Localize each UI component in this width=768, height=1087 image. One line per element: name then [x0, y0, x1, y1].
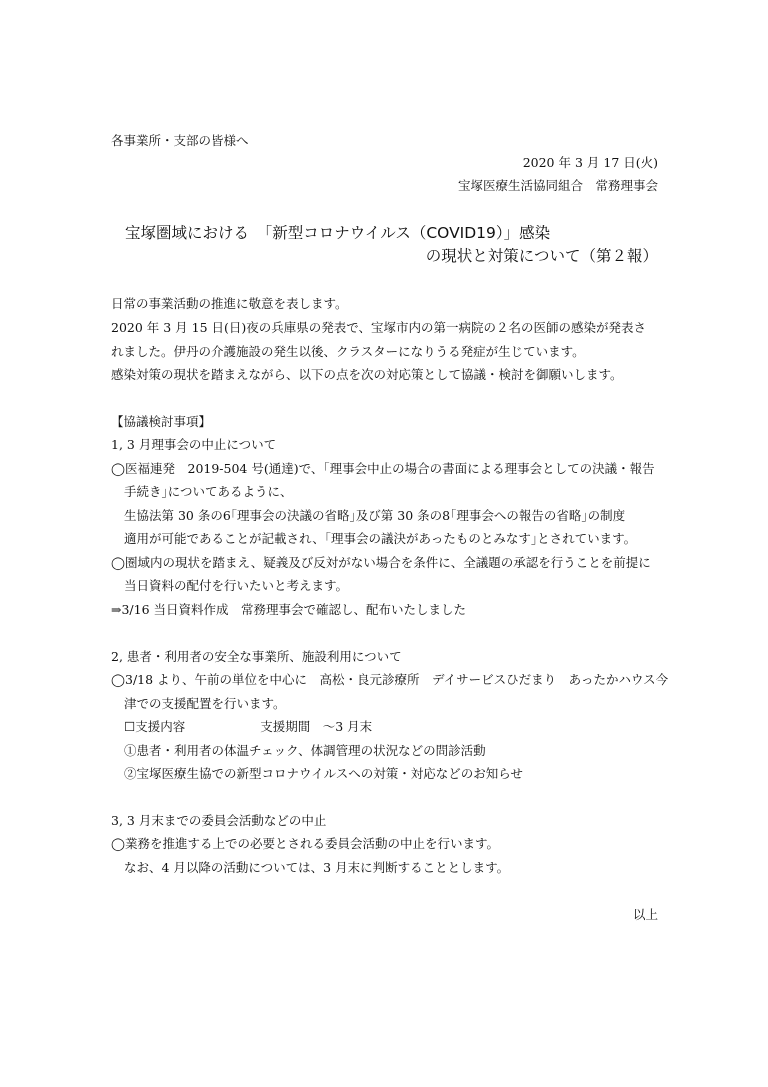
closing-remark: 以上	[632, 907, 658, 922]
intro-line-4: 感染対策の現状を踏まえながら、以下の点を次の対応策として協議・検討を御願いします。	[111, 367, 623, 382]
section-1-line: ◯圏域内の現状を踏まえ、疑義及び反対がない場合を条件に、全議題の承認を行うことを前提に	[111, 555, 651, 570]
intro-line-2: 2020 年 3 月 15 日(日)夜の兵庫県の発表で、宝塚市内の第一病院の２名の医師の感染が発表さ	[111, 320, 647, 335]
section-3-line: なお、4 月以降の活動については、3 月末に判断することとします。	[124, 860, 510, 875]
document-title-line-1: 宝塚圏域における 「新型コロナウイルス（COVID19）」感染	[125, 224, 551, 242]
agenda-heading: 【協議検討事項】	[111, 414, 212, 429]
section-3-heading: 3, 3 月末までの委員会活動などの中止	[111, 813, 327, 828]
section-1-line: 当日資料の配付を行いたいと考えます。	[124, 578, 349, 593]
section-1-heading: 1, 3 月理事会の中止について	[111, 437, 277, 452]
document-date: 2020 年 3 月 17 日(火)	[522, 155, 658, 170]
addressee: 各事業所・支部の皆様へ	[111, 133, 249, 148]
section-2-line: 津での支援配置を行います。	[124, 696, 286, 711]
section-2-heading: 2, 患者・利用者の安全な事業所、施設利用について	[111, 649, 402, 664]
section-1-line: ◯医福連発 2019-504 号(通達)で、｢理事会中止の場合の書面による理事会としての決議・報告	[111, 461, 655, 476]
section-2-line: ②宝塚医療生協での新型コロナウイルスへの対策・対応などのお知らせ	[124, 766, 523, 781]
section-2-line: ◯3/18 より、午前の単位を中心に 高松・良元診療所 デイサービスひだまり あったかハウス今	[111, 672, 669, 687]
section-2-line: ☐支援内容 支援期間 ～3 月末	[124, 719, 373, 734]
section-1-line: 生協法第 30 条の6｢理事会の決議の省略｣及び第 30 条の8｢理事会への報告の省略｣の制度	[124, 508, 626, 523]
intro-line-3: れました。伊丹の介護施設の発生以後、クラスターになりうる発症が生じています。	[111, 344, 585, 359]
section-3-line: ◯業務を推進する上での必要とされる委員会活動の中止を行います。	[111, 836, 499, 851]
section-1-line: 手続き｣についてあるように、	[124, 484, 293, 499]
section-2-line: ①患者・利用者の体温チェック、体調管理の状況などの問診活動	[124, 743, 486, 758]
document-title-line-2: の現状と対策について（第２報）	[425, 247, 658, 265]
intro-line-1: 日常の事業活動の推進に敬意を表します。	[111, 296, 348, 311]
section-1-line: ⇒3/16 当日資料作成 常務理事会で確認し、配布いたしました	[111, 602, 467, 617]
sender: 宝塚医療生活協同組合 常務理事会	[457, 178, 658, 193]
section-1-line: 適用が可能であることが記載され、｢理事会の議決があったものとみなす｣とされています。	[124, 531, 637, 546]
